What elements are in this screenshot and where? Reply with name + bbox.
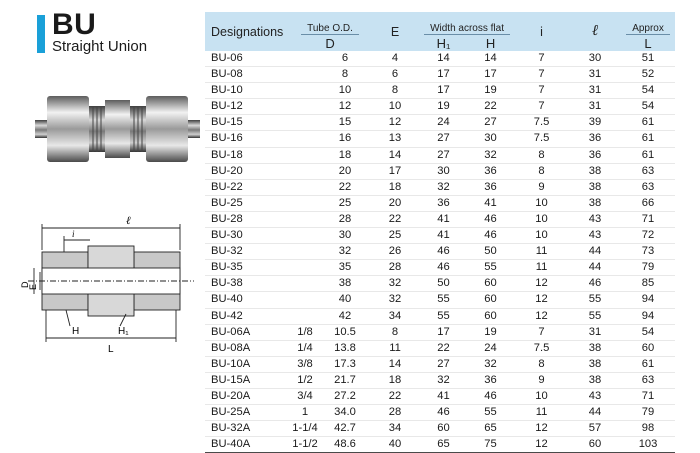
- cell-frac: 1/4: [290, 340, 320, 356]
- cell-h: 36: [467, 163, 514, 179]
- cell-e: 6: [370, 67, 420, 83]
- cell-h1: 41: [420, 211, 467, 227]
- cell-l: 31: [569, 99, 621, 115]
- cell-l: 60: [569, 437, 621, 453]
- cell-d: 42.7: [320, 421, 370, 437]
- table-row: [205, 228, 675, 244]
- cell-h1: 17: [420, 67, 467, 83]
- cell-h: 41: [467, 195, 514, 211]
- cell-L: 73: [621, 244, 675, 260]
- cell-e: 4: [370, 51, 420, 67]
- cell-h1: 27: [420, 356, 467, 372]
- cell-h: 24: [467, 340, 514, 356]
- cell-h1: 22: [420, 340, 467, 356]
- cell-frac: [290, 115, 320, 131]
- cell-i: 11: [514, 405, 569, 421]
- cell-designation: BU-20: [205, 163, 290, 179]
- cell-i: 7: [514, 324, 569, 340]
- cell-frac: [290, 292, 320, 308]
- cell-h: 46: [467, 228, 514, 244]
- product-name: Straight Union: [52, 38, 148, 55]
- cell-designation: BU-16: [205, 131, 290, 147]
- cell-designation: BU-25A: [205, 405, 290, 421]
- cell-h: 36: [467, 372, 514, 388]
- cell-d: 12: [320, 99, 370, 115]
- cell-frac: [290, 51, 320, 67]
- table-row: [205, 437, 675, 453]
- cell-frac: [290, 195, 320, 211]
- cell-d: 21.7: [320, 372, 370, 388]
- table-row: [205, 115, 675, 131]
- cell-l: 38: [569, 340, 621, 356]
- cell-designation: BU-22: [205, 179, 290, 195]
- cell-l: 44: [569, 405, 621, 421]
- cell-L: 54: [621, 99, 675, 115]
- cell-designation: BU-20A: [205, 388, 290, 404]
- table-row: [205, 356, 675, 372]
- cell-l: 43: [569, 211, 621, 227]
- cell-h: 30: [467, 131, 514, 147]
- cell-h1: 46: [420, 405, 467, 421]
- cell-e: 20: [370, 195, 420, 211]
- cell-e: 25: [370, 228, 420, 244]
- cell-i: 7: [514, 99, 569, 115]
- cell-frac: [290, 276, 320, 292]
- table-row: [205, 405, 675, 421]
- cell-h1: 36: [420, 195, 467, 211]
- cell-e: 22: [370, 211, 420, 227]
- cell-L: 71: [621, 211, 675, 227]
- cell-L: 54: [621, 324, 675, 340]
- cell-L: 71: [621, 388, 675, 404]
- cell-i: 7.5: [514, 340, 569, 356]
- cell-frac: [290, 211, 320, 227]
- cell-d: 35: [320, 260, 370, 276]
- cell-d: 17.3: [320, 356, 370, 372]
- cell-L: 66: [621, 195, 675, 211]
- cell-d: 10: [320, 83, 370, 99]
- cell-e: 40: [370, 437, 420, 453]
- cell-d: 27.2: [320, 388, 370, 404]
- cell-frac: [290, 147, 320, 163]
- table-row: [205, 51, 675, 67]
- cell-frac: [290, 99, 320, 115]
- col-d: D: [290, 35, 370, 51]
- cell-frac: [290, 244, 320, 260]
- col-e: E: [370, 12, 420, 51]
- cell-h: 60: [467, 292, 514, 308]
- cell-L: 51: [621, 51, 675, 67]
- cell-i: 8: [514, 356, 569, 372]
- cell-e: 34: [370, 308, 420, 324]
- drawing-label-i: i: [72, 229, 75, 239]
- cell-h1: 50: [420, 276, 467, 292]
- cell-h: 17: [467, 67, 514, 83]
- drawing-label-L: L: [108, 344, 114, 355]
- table-row: [205, 67, 675, 83]
- table-row: [205, 131, 675, 147]
- dimension-drawing: [8, 210, 208, 360]
- col-approx: Approx: [621, 12, 675, 35]
- cell-L: 94: [621, 292, 675, 308]
- cell-h1: 41: [420, 388, 467, 404]
- cell-e: 12: [370, 115, 420, 131]
- cell-l: 38: [569, 372, 621, 388]
- table-row: [205, 163, 675, 179]
- cell-frac: [290, 260, 320, 276]
- cell-designation: BU-10A: [205, 356, 290, 372]
- cell-h1: 65: [420, 437, 467, 453]
- cell-h1: 32: [420, 179, 467, 195]
- cell-l: 36: [569, 131, 621, 147]
- cell-e: 14: [370, 147, 420, 163]
- cell-h: 75: [467, 437, 514, 453]
- cell-L: 63: [621, 372, 675, 388]
- cell-i: 7: [514, 83, 569, 99]
- union-photo: [35, 90, 200, 168]
- col-designations: Designations: [205, 12, 290, 51]
- cell-frac: [290, 228, 320, 244]
- cell-i: 7: [514, 51, 569, 67]
- cell-designation: BU-15: [205, 115, 290, 131]
- cell-L: 60: [621, 340, 675, 356]
- cell-l: 46: [569, 276, 621, 292]
- cell-frac: [290, 131, 320, 147]
- drawing-label-h: H: [72, 326, 80, 337]
- dimensions-table: [205, 12, 675, 453]
- col-width-across-flat: Width across flat: [420, 12, 514, 35]
- cell-l: 43: [569, 388, 621, 404]
- cell-i: 7: [514, 67, 569, 83]
- cell-i: 12: [514, 437, 569, 453]
- cell-i: 11: [514, 260, 569, 276]
- drawing-label-h1: H₁: [118, 326, 129, 337]
- cell-frac: [290, 83, 320, 99]
- table-row: [205, 179, 675, 195]
- cell-frac: 1/8: [290, 324, 320, 340]
- cell-h: 60: [467, 276, 514, 292]
- cell-l: 30: [569, 51, 621, 67]
- cell-d: 32: [320, 244, 370, 260]
- cell-frac: 3/4: [290, 388, 320, 404]
- cell-d: 22: [320, 179, 370, 195]
- drawing-label-e: E: [28, 283, 38, 290]
- cell-d: 34.0: [320, 405, 370, 421]
- cell-i: 10: [514, 211, 569, 227]
- col-h1: H₁: [420, 35, 467, 51]
- table-row: [205, 195, 675, 211]
- cell-h: 19: [467, 324, 514, 340]
- cell-d: 48.6: [320, 437, 370, 453]
- cell-h: 27: [467, 115, 514, 131]
- cell-d: 6: [320, 51, 370, 67]
- cell-designation: BU-30: [205, 228, 290, 244]
- cell-i: 12: [514, 421, 569, 437]
- cell-e: 22: [370, 388, 420, 404]
- drawing-label-l: ℓ: [126, 215, 131, 227]
- cell-L: 72: [621, 228, 675, 244]
- cell-h: 60: [467, 308, 514, 324]
- cell-h1: 24: [420, 115, 467, 131]
- cell-l: 57: [569, 421, 621, 437]
- cell-e: 28: [370, 405, 420, 421]
- cell-e: 13: [370, 131, 420, 147]
- cell-L: 61: [621, 131, 675, 147]
- cell-l: 31: [569, 83, 621, 99]
- cell-i: 12: [514, 308, 569, 324]
- cell-designation: BU-12: [205, 99, 290, 115]
- cell-e: 8: [370, 83, 420, 99]
- cell-L: 98: [621, 421, 675, 437]
- cell-frac: [290, 179, 320, 195]
- cell-h: 46: [467, 388, 514, 404]
- cell-d: 25: [320, 195, 370, 211]
- cell-d: 40: [320, 292, 370, 308]
- cell-h1: 32: [420, 372, 467, 388]
- table-row: [205, 292, 675, 308]
- cell-designation: BU-06: [205, 51, 290, 67]
- table-row: [205, 388, 675, 404]
- cell-i: 7.5: [514, 131, 569, 147]
- cell-designation: BU-38: [205, 276, 290, 292]
- cell-h: 32: [467, 356, 514, 372]
- cell-h1: 55: [420, 292, 467, 308]
- col-tube-od: Tube O.D.: [290, 12, 370, 35]
- cell-designation: BU-18: [205, 147, 290, 163]
- cell-L: 94: [621, 308, 675, 324]
- cell-h: 19: [467, 83, 514, 99]
- cell-frac: 1-1/2: [290, 437, 320, 453]
- cell-i: 10: [514, 195, 569, 211]
- cell-frac: 3/8: [290, 356, 320, 372]
- cell-L: 61: [621, 115, 675, 131]
- cell-d: 15: [320, 115, 370, 131]
- cell-designation: BU-08A: [205, 340, 290, 356]
- cell-e: 17: [370, 163, 420, 179]
- cell-e: 34: [370, 421, 420, 437]
- cell-h: 14: [467, 51, 514, 67]
- cell-frac: 1-1/4: [290, 421, 320, 437]
- cell-h: 55: [467, 260, 514, 276]
- cell-frac: [290, 308, 320, 324]
- cell-designation: BU-42: [205, 308, 290, 324]
- table-row: [205, 324, 675, 340]
- cell-e: 14: [370, 356, 420, 372]
- cell-L: 79: [621, 405, 675, 421]
- cell-L: 63: [621, 179, 675, 195]
- table-body: [205, 51, 675, 453]
- cell-e: 32: [370, 292, 420, 308]
- table-row: [205, 308, 675, 324]
- cell-l: 39: [569, 115, 621, 131]
- cell-designation: BU-08: [205, 67, 290, 83]
- cell-designation: BU-35: [205, 260, 290, 276]
- cell-h1: 27: [420, 131, 467, 147]
- cell-frac: 1: [290, 405, 320, 421]
- table-row: [205, 421, 675, 437]
- cell-e: 18: [370, 372, 420, 388]
- table-row: [205, 340, 675, 356]
- cell-d: 13.8: [320, 340, 370, 356]
- cell-d: 10.5: [320, 324, 370, 340]
- cell-e: 8: [370, 324, 420, 340]
- col-i: i: [514, 12, 569, 51]
- table-row: [205, 83, 675, 99]
- cell-l: 38: [569, 163, 621, 179]
- col-h: H: [467, 35, 514, 51]
- cell-h: 22: [467, 99, 514, 115]
- cell-d: 38: [320, 276, 370, 292]
- cell-l: 36: [569, 147, 621, 163]
- cell-L: 61: [621, 356, 675, 372]
- cell-d: 16: [320, 131, 370, 147]
- brand-accent-bar: [37, 15, 45, 53]
- cell-h: 55: [467, 405, 514, 421]
- table-row: [205, 244, 675, 260]
- cell-l: 55: [569, 292, 621, 308]
- cell-e: 11: [370, 340, 420, 356]
- cell-h: 50: [467, 244, 514, 260]
- cell-l: 44: [569, 244, 621, 260]
- cell-h1: 17: [420, 83, 467, 99]
- cell-h: 46: [467, 211, 514, 227]
- cell-designation: BU-32: [205, 244, 290, 260]
- cell-designation: BU-15A: [205, 372, 290, 388]
- cell-designation: BU-28: [205, 211, 290, 227]
- cell-i: 12: [514, 292, 569, 308]
- cell-e: 18: [370, 179, 420, 195]
- cell-frac: [290, 163, 320, 179]
- cell-l: 55: [569, 308, 621, 324]
- cell-i: 11: [514, 244, 569, 260]
- cell-h: 36: [467, 179, 514, 195]
- cell-i: 8: [514, 147, 569, 163]
- cell-d: 42: [320, 308, 370, 324]
- cell-i: 9: [514, 372, 569, 388]
- cell-h1: 27: [420, 147, 467, 163]
- cell-h1: 14: [420, 51, 467, 67]
- table-row: [205, 276, 675, 292]
- cell-d: 28: [320, 211, 370, 227]
- cell-h1: 60: [420, 421, 467, 437]
- cell-L: 54: [621, 83, 675, 99]
- cell-designation: BU-06A: [205, 324, 290, 340]
- cell-L: 61: [621, 147, 675, 163]
- cell-h1: 19: [420, 99, 467, 115]
- cell-h1: 55: [420, 308, 467, 324]
- cell-L: 85: [621, 276, 675, 292]
- cell-e: 10: [370, 99, 420, 115]
- drawing-label-d: D: [20, 281, 30, 288]
- cell-h: 32: [467, 147, 514, 163]
- cell-L: 103: [621, 437, 675, 453]
- cell-L: 79: [621, 260, 675, 276]
- col-l: ℓ: [569, 12, 621, 51]
- cell-l: 44: [569, 260, 621, 276]
- cell-h1: 46: [420, 244, 467, 260]
- table-row: [205, 211, 675, 227]
- col-L: L: [621, 35, 675, 51]
- cell-e: 32: [370, 276, 420, 292]
- cell-L: 63: [621, 163, 675, 179]
- cell-i: 9: [514, 179, 569, 195]
- cell-l: 31: [569, 67, 621, 83]
- cell-l: 38: [569, 195, 621, 211]
- cell-d: 8: [320, 67, 370, 83]
- cell-designation: BU-40A: [205, 437, 290, 453]
- cell-l: 38: [569, 179, 621, 195]
- cell-i: 10: [514, 388, 569, 404]
- cell-e: 26: [370, 244, 420, 260]
- table-row: [205, 372, 675, 388]
- cell-i: 12: [514, 276, 569, 292]
- cell-frac: 1/2: [290, 372, 320, 388]
- table-row: [205, 99, 675, 115]
- table-row: [205, 260, 675, 276]
- cell-designation: BU-40: [205, 292, 290, 308]
- cell-l: 31: [569, 324, 621, 340]
- cell-h1: 46: [420, 260, 467, 276]
- cell-i: 7.5: [514, 115, 569, 131]
- cell-i: 8: [514, 163, 569, 179]
- cell-designation: BU-10: [205, 83, 290, 99]
- cell-h1: 41: [420, 228, 467, 244]
- cell-h: 65: [467, 421, 514, 437]
- cell-L: 52: [621, 67, 675, 83]
- cell-h1: 30: [420, 163, 467, 179]
- cell-d: 30: [320, 228, 370, 244]
- cell-l: 38: [569, 356, 621, 372]
- cell-designation: BU-25: [205, 195, 290, 211]
- cell-d: 18: [320, 147, 370, 163]
- cell-i: 10: [514, 228, 569, 244]
- cell-d: 20: [320, 163, 370, 179]
- cell-e: 28: [370, 260, 420, 276]
- cell-l: 43: [569, 228, 621, 244]
- product-code: BU: [52, 8, 97, 41]
- table-row: [205, 147, 675, 163]
- cell-frac: [290, 67, 320, 83]
- cell-h1: 17: [420, 324, 467, 340]
- cell-designation: BU-32A: [205, 421, 290, 437]
